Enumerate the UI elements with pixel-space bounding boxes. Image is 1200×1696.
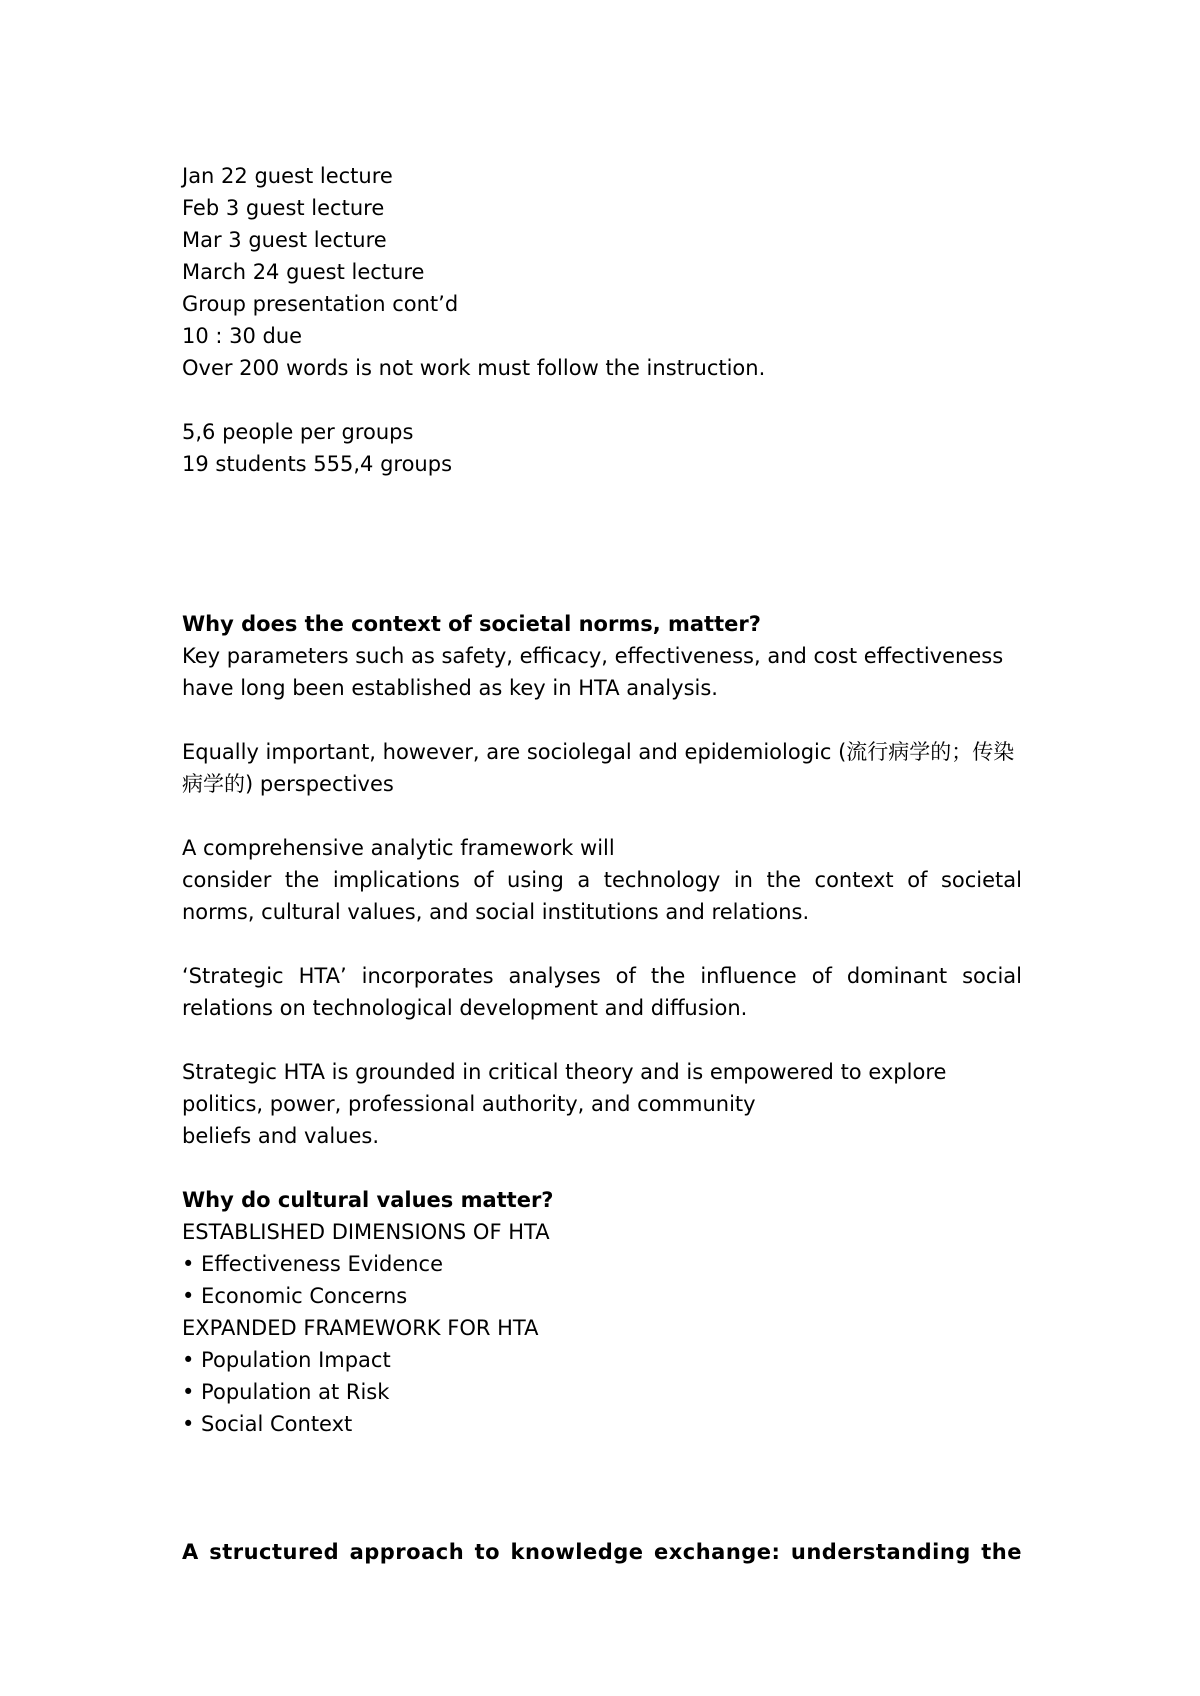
section-heading: Why does the context of societal norms, matter?: [182, 612, 761, 636]
schedule-line: Group presentation cont’d: [182, 292, 459, 316]
list-item: • Social Context: [182, 1412, 353, 1436]
section-heading: Why do cultural values matter?: [182, 1188, 554, 1212]
paragraph-line: politics, power, professional authority, and community: [182, 1092, 756, 1116]
schedule-line: Mar 3 guest lecture: [182, 228, 387, 252]
schedule-notes: [182, 160, 1022, 384]
paragraph-line: Strategic HTA is grounded in critical theory and is empowered to explore: [182, 1060, 947, 1084]
list-item: • Economic Concerns: [182, 1284, 408, 1308]
list-item: • Population at Risk: [182, 1380, 390, 1404]
list-item: • Effectiveness Evidence: [182, 1252, 444, 1276]
spacer: [182, 384, 1022, 416]
list-title: ESTABLISHED DIMENSIONS OF HTA: [182, 1220, 550, 1244]
list-item: • Population Impact: [182, 1348, 391, 1372]
paragraph-line: A comprehensive analytic framework will: [182, 836, 615, 860]
paragraph: Equally important, however, are sociolegal and epidemiologic (流行病学的；传染病学的) perspectives: [182, 740, 1015, 796]
spacer: [182, 928, 1022, 960]
spacer: [182, 800, 1022, 832]
schedule-line: March 24 guest lecture: [182, 260, 425, 284]
section-cultural-values: [182, 1184, 1022, 1440]
spacer: [182, 1152, 1022, 1184]
schedule-line: Over 200 words is not work must follow the instruction.: [182, 356, 766, 380]
paragraph: Key parameters such as safety, efficacy, effectiveness, and cost effectiveness have long been established as key in HTA analysis.: [182, 644, 1004, 700]
group-line: 5,6 people per groups: [182, 420, 414, 444]
section-heading: A structured approach to knowledge exchange: understanding the: [182, 1540, 1022, 1564]
list-title: EXPANDED FRAMEWORK FOR HTA: [182, 1316, 539, 1340]
section-knowledge-exchange: [182, 1536, 1022, 1568]
spacer: [182, 1024, 1022, 1056]
document-body: [182, 160, 1022, 1568]
paragraph-line: beliefs and values.: [182, 1124, 380, 1148]
section-societal-norms: [182, 608, 1022, 1152]
schedule-line: Jan 22 guest lecture: [182, 164, 393, 188]
schedule-line: Feb 3 guest lecture: [182, 196, 385, 220]
spacer: [182, 480, 1022, 608]
paragraph: ‘Strategic HTA’ incorporates analyses of the influence of dominant social relations on technological development and diffusion.: [182, 964, 1022, 1020]
group-notes: [182, 416, 1022, 480]
paragraph: consider the implications of using a technology in the context of societal norms, cultural values, and social institutions and relations.: [182, 868, 1022, 924]
group-line: 19 students 555,4 groups: [182, 452, 453, 476]
spacer: [182, 704, 1022, 736]
spacer: [182, 1440, 1022, 1536]
schedule-line: 10 : 30 due: [182, 324, 303, 348]
